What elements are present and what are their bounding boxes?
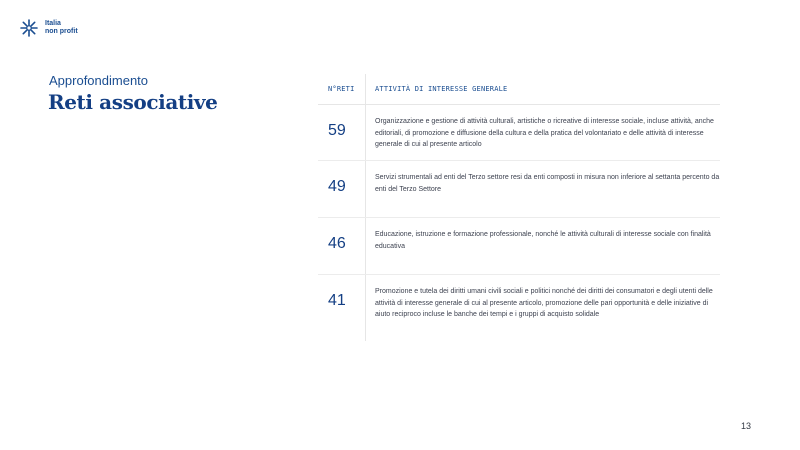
table-row: [318, 218, 720, 275]
header-activity: ATTIVITÀ DI INTERESSE GENERALE: [365, 74, 720, 104]
section-kicker: Approfondimento: [49, 73, 149, 88]
row-count: 41: [328, 292, 346, 309]
row-count: 46: [328, 235, 346, 252]
activities-table: [318, 74, 720, 341]
table-row: [318, 105, 720, 161]
row-description: Servizi strumentali ad enti del Terzo settore resi da enti composti in misura non inferiore al settanta percento da enti del Terzo Settore: [365, 161, 720, 217]
row-description: Educazione, istruzione e formazione professionale, nonché le attività culturali di interesse sociale con finalità educativa: [365, 218, 720, 274]
row-description: Promozione e tutela dei diritti umani civili sociali e politici nonché dei diritti dei consumatori e degli utenti delle attività di interesse generale di cui al presente articolo, promozione delle pari opportunità e delle iniziative di aiuto reciproco incluse le banche dei tempi e i gruppi di acquisto solidale: [365, 275, 720, 341]
page-number: 13: [740, 421, 751, 431]
brand-name: [45, 20, 78, 36]
page-title: Reti associative: [48, 90, 218, 114]
brand-line-2: non profit: [45, 28, 78, 35]
table-header: [318, 74, 720, 105]
header-count: N°RETI: [328, 85, 355, 93]
row-count: 59: [328, 122, 346, 139]
row-description: Organizzazione e gestione di attività culturali, artistiche o ricreative di interesse sociale, incluse attività, anche editoriali, di promozione e diffusione della cultura e della pratica del volontariato e delle attività di interesse generale di cui al presente articolo: [365, 105, 720, 160]
table-row: [318, 275, 720, 341]
brand-logo[interactable]: [19, 18, 78, 38]
table-row: [318, 161, 720, 218]
brand-line-1: Italia: [45, 20, 61, 27]
row-count: 49: [328, 178, 346, 195]
asterisk-logo-icon: [19, 18, 39, 38]
